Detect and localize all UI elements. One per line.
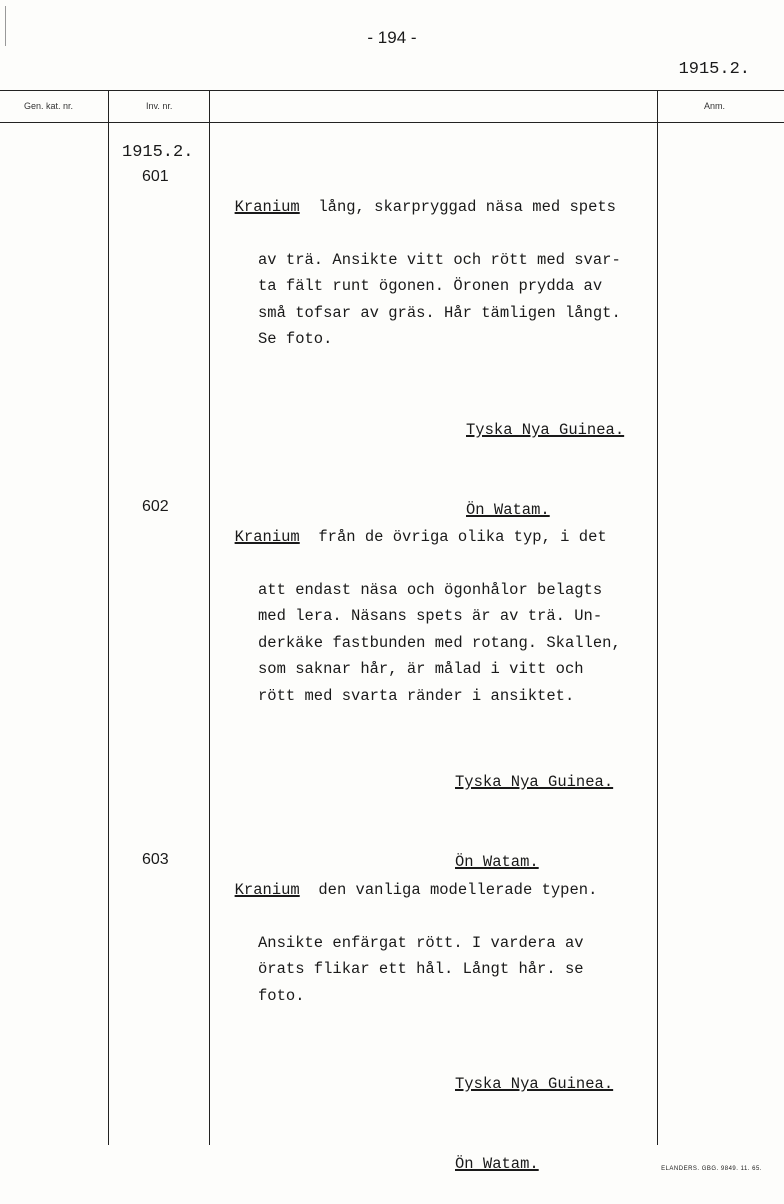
inventory-number: 602 <box>142 498 169 515</box>
column-header-gen-kat: Gen. kat. nr. <box>24 101 74 111</box>
inventory-number: 603 <box>142 851 169 868</box>
location-region: Tyska Nya Guinea. <box>466 421 625 439</box>
catalog-entry <box>216 497 656 736</box>
accession-year: 1915.2. <box>122 143 194 162</box>
location-island: Ön Watam. <box>455 852 539 871</box>
accession-header: 1915.2. <box>678 60 750 79</box>
location-region: Tyska Nya Guinea. <box>455 773 614 791</box>
column-divider-1 <box>108 90 109 1145</box>
page-number: - 194 - <box>367 28 417 47</box>
column-header-anm: Anm. <box>704 101 726 111</box>
location-island: Ön Watam. <box>466 500 550 519</box>
entry-term: Kranium <box>234 197 300 216</box>
catalog-entry <box>216 850 656 1036</box>
catalog-entry <box>216 167 656 379</box>
entry-first-line: den vanliga modellerade typen. <box>299 880 598 899</box>
inventory-number: 601 <box>142 168 169 185</box>
entry-term: Kranium <box>234 880 300 899</box>
entry-term: Kranium <box>234 527 300 546</box>
column-divider-3 <box>657 90 658 1145</box>
column-header-inv: Inv. nr. <box>146 101 173 111</box>
entry-first-line: lång, skarpryggad näsa med spets <box>299 197 616 216</box>
location-island: Ön Watam. <box>455 1154 539 1173</box>
column-divider-2 <box>209 90 210 1145</box>
entry-description: av trä. Ansikte vitt och rött med svar- ta fält runt ögonen. Öronen prydda av små tofsar av gräs. Hår tämligen långt. Se foto. <box>258 250 621 348</box>
entry-description: Ansikte enfärgat rött. I vardera av örats flikar ett hål. Långt hår. se foto. <box>258 933 584 1005</box>
entry-first-line: från de övriga olika typ, i det <box>299 527 607 546</box>
location-region: Tyska Nya Guinea. <box>455 1075 614 1093</box>
entry-description: att endast näsa och ögonhålor belagts med lera. Näsans spets är av trä. Un- derkäke fastbunden med rotang. Skallen, som saknar hår, är målad i vitt och rött med svarta ränder i ansiktet. <box>258 580 621 705</box>
header-top-rule <box>0 90 784 91</box>
header-bottom-rule <box>0 122 784 123</box>
entry-location <box>455 1018 613 1204</box>
printer-mark: ELANDERS. GBG. 9849. 11. 65. <box>661 1166 762 1172</box>
